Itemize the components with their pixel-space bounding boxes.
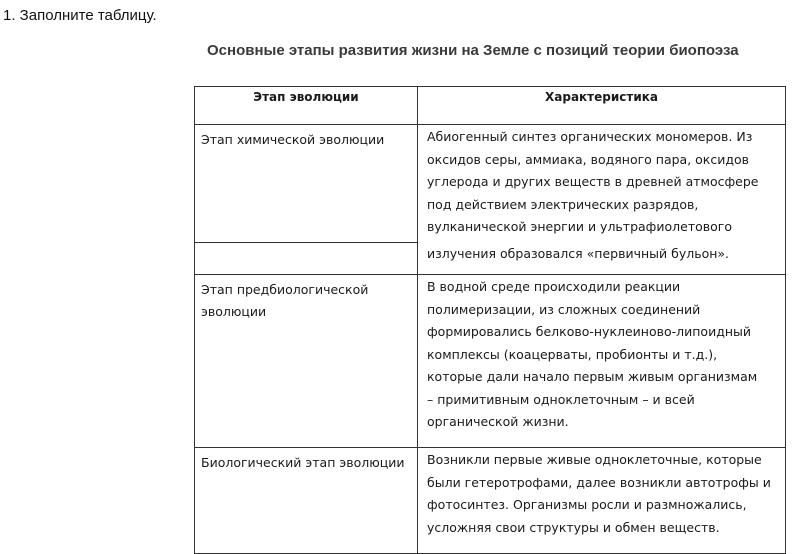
- table-row-continuation: [195, 243, 786, 275]
- page-title: Основные этапы развития жизни на Земле с позиций теории биопоэза: [207, 42, 739, 59]
- table-row: [195, 275, 786, 448]
- empty-stage-cell: [195, 243, 418, 275]
- stage-text: Этап предбиологической: [201, 282, 369, 297]
- description-line: Возникли первые живые одноклеточные, которые: [427, 452, 762, 467]
- stage-text: эволюции: [201, 304, 267, 319]
- task-heading: 1. Заполните таблицу.: [3, 7, 157, 24]
- description-cell: [418, 243, 786, 275]
- description-cell: [418, 275, 786, 448]
- description-line: под действием электрических разрядов,: [427, 196, 699, 212]
- column-header-characteristic: Характеристика: [418, 87, 786, 125]
- description-cell: [418, 125, 786, 243]
- description-line: Абиогенный синтез органических мономеров. Из: [427, 129, 753, 144]
- description-line: В водной среде происходили реакции: [427, 279, 681, 294]
- table-header-row: [195, 87, 786, 125]
- evolution-table: [194, 86, 786, 554]
- column-header-stage: Этап эволюции: [195, 87, 418, 125]
- stage-text: Этап химической эволюции: [201, 132, 385, 147]
- description-line: фотосинтез. Организмы росли и размножались,: [427, 497, 747, 512]
- description-line: были гетеротрофами, далее возникли автотрофы и: [427, 474, 771, 490]
- description-line: полимеризации, из сложных соединений: [427, 301, 701, 317]
- description-line: излучения образовался «первичный бульон».: [427, 245, 730, 261]
- description-cell: [418, 448, 786, 554]
- description-line: оксидов серы, аммиака, водяного пара, оксидов: [427, 151, 750, 167]
- description-line: вулканической энергии и ультрафиолетового: [427, 219, 732, 234]
- description-line: комплексы (коацерваты, пробионты и т.д.),: [427, 346, 718, 362]
- description-line: которые дали начало первым живым организмам: [427, 369, 758, 384]
- description-line: формировались белково-нуклеиново-липоидный: [427, 324, 752, 339]
- stage-text: Биологический этап эволюции: [201, 455, 405, 470]
- table-row: [195, 125, 786, 243]
- description-line: органической жизни.: [427, 414, 569, 429]
- stage-cell: [195, 275, 418, 448]
- stage-cell: [195, 448, 418, 554]
- description-line: усложняя свои структуры и обмен веществ.: [427, 519, 720, 535]
- description-line: углерода и других веществ в древней атмосфере: [427, 174, 759, 189]
- description-line: – примитивным одноклеточным – и всей: [427, 391, 695, 407]
- stage-cell: [195, 125, 418, 243]
- table-row: [195, 448, 786, 554]
